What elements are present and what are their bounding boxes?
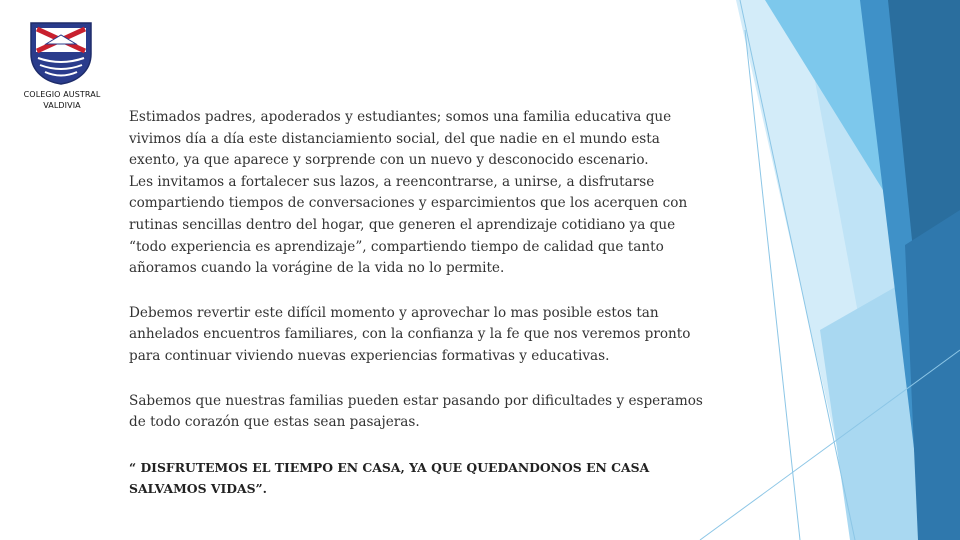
letter-paragraph-1: Estimados padres, apoderados y estudiantes; somos una familia educativa que vivimos día a día este distanciamiento social, del que nadie en el mundo esta exento, ya que aparece y sorprende con un nuevo y desconocido escenario. Les invitamos a fortalecer sus lazos, a reencontrarse, a unirse, a disfrutarse compartiendo tiempos de conversaciones y esparcimientos que los acerquen con rutinas sencillas dentro del hogar, que generen el aprendizaje cotidiano ya que “todo experiencia es aprendizaje”, compartiendo tiempo de calidad que tanto añoramos cuando la vorágine de la vida no lo permite. <box>129 109 688 277</box>
school-name-line1: COLEGIO AUSTRAL <box>23 90 101 99</box>
school-crest-icon <box>28 20 94 86</box>
school-name <box>14 89 110 111</box>
letter-paragraph-2: Debemos revertir este difícil momento y aprovechar lo mas posible estos tan anhelados encuentros familiares, con la confianza y la fe que nos veremos pronto para continuar viviendo nuevas experiencias formativas y educativas. <box>129 304 691 364</box>
school-name-line2: VALDIVIA <box>43 101 81 110</box>
closing-slogan: “ DISFRUTEMOS EL TIEMPO EN CASA, YA QUE QUEDANDONOS EN CASA SALVAMOS VIDAS”. <box>129 459 650 497</box>
letter-paragraph-3: Sabemos que nuestras familias pueden estar pasando por dificultades y esperamos de todo corazón que estas sean pasajeras. <box>129 392 703 431</box>
letter-body <box>129 107 739 500</box>
